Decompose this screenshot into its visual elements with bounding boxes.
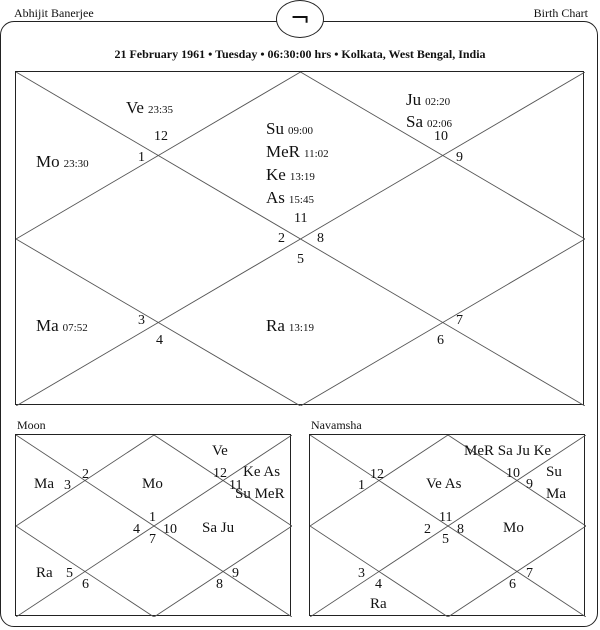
planets-mercury-saturn-jupiter-ketu: MeR Sa Ju Ke [464,443,552,459]
planets-saturn-jupiter: Sa Ju [202,520,235,536]
sign-number: 1 [149,510,156,525]
logo-badge: ¬ [276,0,324,38]
navamsha-chart [309,434,585,616]
birth-chart [15,71,584,405]
planet-rahu: Ra 13:19 [266,316,314,335]
sign-number: 12 [154,129,168,144]
planet-moon: Mo [142,476,163,492]
planet-sun: Su 09:00 [266,119,314,138]
sign-number: 11 [229,478,243,493]
sign-number: 10 [506,466,520,481]
sign-number: 12 [370,467,384,482]
sign-number: 6 [509,577,516,592]
planet-ascendant: As 15:45 [266,188,314,207]
sign-number: 7 [526,566,533,581]
chart-type-label: Birth Chart [533,6,588,20]
sign-number: 3 [64,478,71,493]
moon-chart [15,434,291,616]
sign-number: 9 [232,566,239,581]
sign-number: 9 [526,477,533,492]
planet-sun: Su [546,464,562,480]
moon-chart-title: Moon [17,418,46,432]
sign-number: 11 [294,211,308,226]
sign-number: 5 [66,566,73,581]
sign-number: 10 [434,129,448,144]
sign-number: 2 [424,522,431,537]
sign-number: 5 [442,532,449,547]
sign-number: 1 [358,478,365,493]
sign-number: 3 [138,313,145,328]
planet-moon: Mo [503,520,524,536]
sign-number: 6 [82,577,89,592]
sign-number: 9 [456,150,463,165]
planet-venus: Ve [212,443,228,459]
moon-chart-lines [16,435,292,617]
sign-number: 4 [375,577,382,592]
birth-details: 21 February 1961 • Tuesday • 06:30:00 hrs • Kolkata, West Bengal, India [114,47,486,61]
native-name: Abhijit Banerjee [14,6,94,20]
sign-number: 8 [317,231,324,246]
sign-number: 3 [358,566,365,581]
navamsha-chart-title: Navamsha [311,418,362,432]
navamsha-chart-lines [310,435,586,617]
planet-saturn: Sa 02:06 [406,112,453,131]
planets-ketu-ascendant: Ke As [243,464,281,480]
planet-mars: Ma [546,486,566,502]
planet-mercury: MeR 11:02 [266,142,329,161]
planet-jupiter: Ju 02:20 [406,90,451,109]
planet-mars: Ma 07:52 [36,316,88,335]
sign-number: 7 [149,532,156,547]
planet-rahu: Ra [370,596,387,612]
sign-number: 4 [156,333,163,348]
planets-venus-ascendant: Ve As [426,476,462,492]
sign-number: 1 [138,150,145,165]
planet-rahu: Ra [36,565,53,581]
sign-number: 12 [213,466,227,481]
planets-sun-mercury: Su MeR [235,486,285,502]
sign-number: 10 [163,522,177,537]
planet-ketu: Ke 13:19 [266,165,315,184]
sign-number: 6 [437,333,444,348]
planet-mars: Ma [34,476,54,492]
sign-number: 11 [439,510,453,525]
sign-number: 8 [216,577,223,592]
sign-number: 5 [297,252,304,267]
sign-number: 2 [278,231,285,246]
sign-number: 4 [133,522,140,537]
planet-moon: Mo 23:30 [36,152,89,171]
sign-number: 8 [457,522,464,537]
sign-number: 2 [82,467,89,482]
sign-number: 7 [456,313,463,328]
planet-venus: Ve 23:35 [126,98,174,117]
